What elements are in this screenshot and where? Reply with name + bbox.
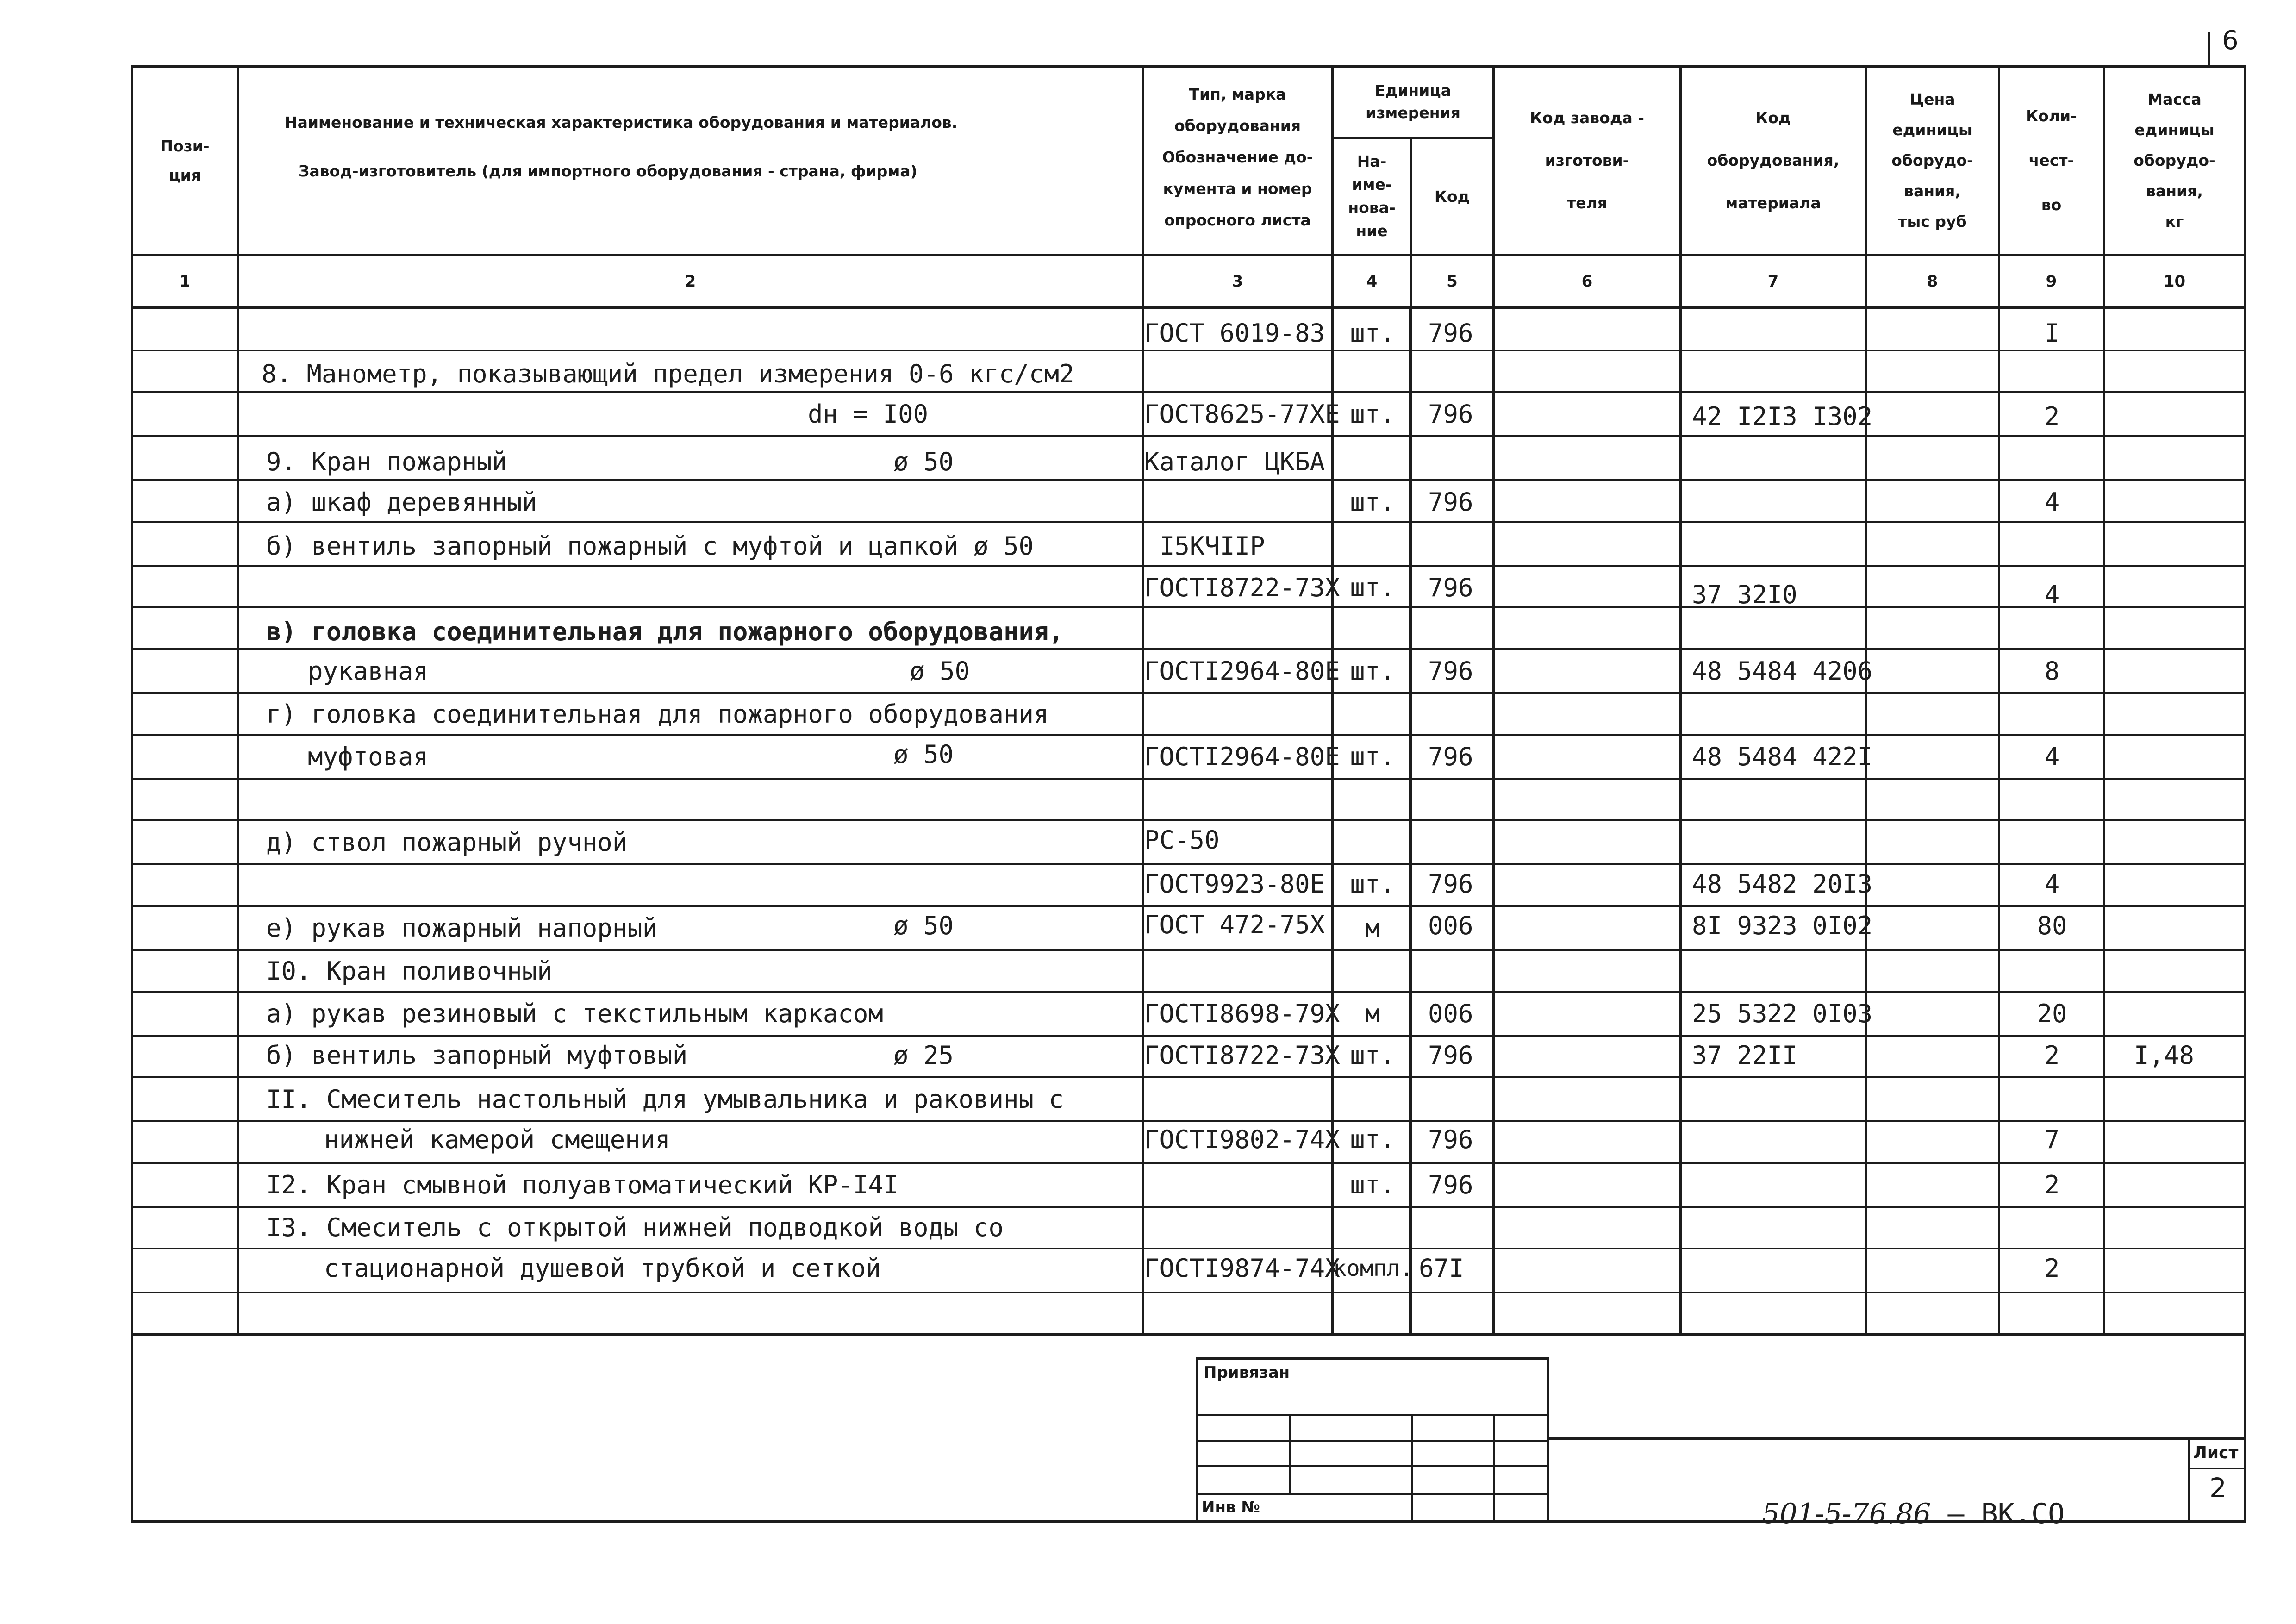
row-10-material-code: 48 5484 422I bbox=[1692, 742, 1873, 771]
row-rule bbox=[131, 391, 2246, 393]
row-17-quantity: 2 bbox=[2044, 1041, 2060, 1070]
row-16-unit-code: 006 bbox=[1428, 999, 1473, 1028]
stamp-inv-number: Инв № bbox=[1202, 1498, 1260, 1517]
title-top-rule bbox=[1549, 1437, 2246, 1440]
row-rule bbox=[131, 435, 2246, 437]
row-0-quantity: I bbox=[2044, 319, 2060, 348]
row-17-diameter: ø 25 bbox=[893, 1041, 954, 1070]
row-13-unit-name: шт. bbox=[1350, 869, 1395, 899]
row-rule bbox=[131, 1292, 2246, 1293]
row-22-quantity: 2 bbox=[2044, 1254, 2060, 1283]
stamp-rule-3 bbox=[1196, 1465, 1549, 1467]
row-16-quantity: 20 bbox=[2037, 999, 2067, 1028]
row-10-unit-name: шт. bbox=[1350, 742, 1395, 771]
row-10-designation: ГОСТI2964-80Е bbox=[1144, 742, 1340, 771]
stamp-rule-2 bbox=[1196, 1440, 1549, 1442]
row-rule bbox=[131, 648, 2246, 650]
row-rule bbox=[131, 905, 2246, 907]
row-2-designation: ГОСТ8625-77ХЕ bbox=[1144, 400, 1340, 429]
row-14-designation: ГОСТ 472-75Х bbox=[1144, 910, 1325, 939]
row-0-designation: ГОСТ 6019-83 bbox=[1144, 319, 1325, 348]
col-line-7 bbox=[1865, 65, 1867, 1336]
row-3-description: 9. Кран пожарный bbox=[266, 447, 507, 476]
row-19-unit-code: 796 bbox=[1428, 1125, 1473, 1154]
header-col3: Тип, марка оборудования Обозначение до- кумента и номер опросного листа bbox=[1162, 85, 1313, 229]
row-14-description: е) рукав пожарный напорный bbox=[266, 913, 658, 943]
row-2-quantity: 2 bbox=[2044, 402, 2060, 431]
row-8-unit-code: 796 bbox=[1428, 656, 1473, 686]
row-14-material-code: 8I 9323 0I02 bbox=[1692, 911, 1873, 940]
row-8-unit-name: шт. bbox=[1350, 656, 1395, 686]
row-17-description: б) вентиль запорный муфтовый bbox=[266, 1041, 688, 1070]
row-6-designation: ГОСТI8722-73Х bbox=[1144, 573, 1340, 602]
row-12-description: д) ствол пожарный ручной bbox=[266, 828, 628, 857]
row-rule bbox=[131, 479, 2246, 481]
row-8-material-code: 48 5484 4206 bbox=[1692, 656, 1873, 686]
row-rule bbox=[131, 778, 2246, 780]
row-22-unit-name: компл. bbox=[1333, 1255, 1414, 1281]
row-6-unit-code: 796 bbox=[1428, 573, 1473, 602]
row-2-unit-name: шт. bbox=[1350, 400, 1395, 429]
row-rule bbox=[131, 819, 2246, 821]
row-19-unit-name: шт. bbox=[1350, 1125, 1395, 1154]
row-2-description: dн = I00 bbox=[808, 400, 929, 429]
header-col10: Масса единицы оборудо- вания, кг bbox=[2134, 90, 2215, 231]
row-rule bbox=[131, 949, 2246, 951]
column-number: 2 bbox=[685, 272, 696, 291]
row-13-unit-code: 796 bbox=[1428, 869, 1473, 899]
header-col9: Коли- чест- во bbox=[2026, 107, 2077, 214]
row-2-unit-code: 796 bbox=[1428, 400, 1473, 429]
row-5-designation: I5КЧIIР bbox=[1160, 531, 1265, 561]
col-line-9 bbox=[2103, 65, 2105, 1336]
column-number: 8 bbox=[1927, 272, 1938, 291]
row-19-designation: ГОСТI9802-74Х bbox=[1144, 1125, 1340, 1154]
row-22-unit-code: 67I bbox=[1419, 1254, 1464, 1283]
row-18-description: II. Смеситель настольный для умывальника и раковины с bbox=[266, 1085, 1064, 1114]
row-6-quantity: 4 bbox=[2044, 580, 2060, 609]
column-number: 5 bbox=[1447, 272, 1458, 291]
stamp-rule-4 bbox=[1196, 1493, 1549, 1495]
row-rule bbox=[131, 606, 2246, 608]
row-3-diameter: ø 50 bbox=[893, 447, 954, 476]
row-12-designation: РС-50 bbox=[1144, 825, 1220, 855]
header-col4: На- име- нова- ние bbox=[1348, 152, 1396, 240]
column-number: 9 bbox=[2046, 272, 2057, 291]
row-22-description: стационарной душевой трубкой и сеткой bbox=[324, 1254, 881, 1283]
header-col8: Цена единицы оборудо- вания, тыс руб bbox=[1891, 90, 1973, 231]
row-13-quantity: 4 bbox=[2044, 869, 2060, 899]
row-4-description: а) шкаф деревянный bbox=[266, 487, 537, 517]
row-7-description: в) головка соединительная для пожарного оборудования, bbox=[266, 617, 1064, 646]
row-4-quantity: 4 bbox=[2044, 487, 2060, 517]
row-14-quantity: 80 bbox=[2037, 911, 2067, 940]
row-22-designation: ГОСТI9874-74Х bbox=[1144, 1254, 1340, 1283]
document-number-suffix: — ВК.СО bbox=[1931, 1498, 2065, 1530]
row-21-description: I3. Смеситель с открытой нижней подводкой воды со bbox=[266, 1213, 1004, 1242]
row-rule bbox=[131, 1206, 2246, 1208]
col-line-1 bbox=[237, 65, 239, 1336]
body-bottom-rule bbox=[131, 1333, 2246, 1336]
row-rule bbox=[131, 1035, 2246, 1037]
row-5-description: б) вентиль запорный пожарный с муфтой и цапкой ø 50 bbox=[266, 531, 1034, 561]
header-unit-group: Единица измерения bbox=[1366, 81, 1460, 122]
list-cell-rule bbox=[2188, 1468, 2246, 1469]
document-number bbox=[1727, 1465, 2065, 1562]
column-number: 7 bbox=[1767, 272, 1779, 291]
column-number: 4 bbox=[1366, 272, 1378, 291]
row-10-unit-code: 796 bbox=[1428, 742, 1473, 771]
row-rule bbox=[131, 521, 2246, 523]
column-number: 1 bbox=[179, 272, 191, 291]
row-15-description: I0. Кран поливочный bbox=[266, 956, 552, 986]
row-10-diameter: ø 50 bbox=[893, 740, 954, 769]
header-col1: Пози- ция bbox=[160, 137, 210, 184]
header-col5: Код bbox=[1434, 187, 1470, 206]
row-16-material-code: 25 5322 0I03 bbox=[1692, 999, 1873, 1028]
row-rule bbox=[131, 692, 2246, 694]
stamp-top bbox=[1196, 1357, 1549, 1360]
row-17-unit-name: шт. bbox=[1350, 1041, 1395, 1070]
row-10-description: муфтовая bbox=[308, 742, 429, 771]
row-16-description: а) рукав резиновый с текстильным каркасом bbox=[266, 999, 883, 1028]
row-17-mass: I,48 bbox=[2134, 1041, 2195, 1070]
row-20-unit-code: 796 bbox=[1428, 1170, 1473, 1199]
row-rule bbox=[131, 863, 2246, 865]
row-20-unit-name: шт. bbox=[1350, 1170, 1395, 1199]
stamp-privyazan: Привязан bbox=[1204, 1363, 1290, 1382]
row-13-material-code: 48 5482 20I3 bbox=[1692, 869, 1873, 899]
row-13-designation: ГОСТ9923-80Е bbox=[1144, 869, 1325, 899]
stamp-col-1 bbox=[1289, 1414, 1291, 1493]
header-col2-line1: Наименование и техническая характеристика оборудования и материалов. bbox=[285, 113, 958, 131]
row-1-description: 8. Манометр, показывающий предел измерения 0-6 кгс/см2 bbox=[262, 359, 1074, 388]
page-number-tick bbox=[2208, 32, 2210, 66]
row-20-quantity: 2 bbox=[2044, 1170, 2060, 1199]
row-rule bbox=[131, 350, 2246, 351]
row-0-unit-code: 796 bbox=[1428, 319, 1473, 348]
col-line-2 bbox=[1142, 65, 1144, 1336]
row-0-unit-name: шт. bbox=[1350, 319, 1395, 348]
column-number: 6 bbox=[1581, 272, 1593, 291]
document-number-code: 501-5-76.86 bbox=[1762, 1498, 1931, 1530]
stamp-col-2 bbox=[1411, 1414, 1413, 1521]
row-14-unit-name: м bbox=[1365, 913, 1380, 943]
row-rule bbox=[131, 565, 2246, 567]
row-8-designation: ГОСТI2964-80Е bbox=[1144, 656, 1340, 686]
row-19-quantity: 7 bbox=[2044, 1125, 2060, 1154]
row-rule bbox=[131, 1076, 2246, 1078]
col-line-8 bbox=[1998, 65, 2000, 1336]
row-3-designation: Каталог ЦКБА bbox=[1144, 447, 1325, 476]
col-line-6 bbox=[1679, 65, 1682, 1336]
row-8-description: рукавная bbox=[308, 656, 429, 686]
row-rule bbox=[131, 1162, 2246, 1164]
stamp-col-3 bbox=[1493, 1414, 1495, 1521]
number-row-bottom-rule bbox=[131, 306, 2246, 309]
row-9-description: г) головка соединительная для пожарного оборудования bbox=[266, 700, 1049, 729]
list-label: Лист bbox=[2193, 1443, 2239, 1462]
row-rule bbox=[131, 734, 2246, 736]
row-14-unit-code: 006 bbox=[1428, 911, 1473, 940]
row-8-quantity: 8 bbox=[2044, 656, 2060, 686]
page-number: 6 bbox=[2222, 25, 2239, 56]
header-col6: Код завода - изготови- теля bbox=[1530, 109, 1644, 212]
row-16-unit-name: м bbox=[1365, 999, 1380, 1028]
row-6-material-code: 37 32I0 bbox=[1692, 580, 1797, 609]
row-6-unit-name: шт. bbox=[1350, 573, 1395, 602]
row-17-designation: ГОСТI8722-73Х bbox=[1144, 1041, 1340, 1070]
row-17-unit-code: 796 bbox=[1428, 1041, 1473, 1070]
row-8-diameter: ø 50 bbox=[910, 656, 970, 686]
row-rule bbox=[131, 1248, 2246, 1249]
row-rule bbox=[131, 991, 2246, 993]
row-10-quantity: 4 bbox=[2044, 742, 2060, 771]
header-col7: Код оборудования, материала bbox=[1707, 109, 1840, 212]
row-14-diameter: ø 50 bbox=[893, 911, 954, 940]
row-rule bbox=[131, 1120, 2246, 1122]
stamp-rule-1 bbox=[1196, 1414, 1549, 1416]
row-2-material-code: 42 I2I3 I302 bbox=[1692, 402, 1873, 431]
table-border-right bbox=[2244, 65, 2246, 1523]
row-19-description: нижней камерой смещения bbox=[324, 1125, 670, 1154]
row-17-material-code: 37 22II bbox=[1692, 1041, 1797, 1070]
row-16-designation: ГОСТI8698-79Х bbox=[1144, 999, 1340, 1028]
header-col2-line2: Завод-изготовитель (для импортного оборудования - страна, фирма) bbox=[299, 162, 917, 180]
row-4-unit-name: шт. bbox=[1350, 487, 1395, 517]
row-20-description: I2. Кран смывной полуавтоматический КР-I4I bbox=[266, 1170, 898, 1199]
column-number: 10 bbox=[2163, 272, 2186, 291]
row-4-unit-code: 796 bbox=[1428, 487, 1473, 517]
list-number: 2 bbox=[2209, 1472, 2227, 1504]
column-number: 3 bbox=[1232, 272, 1243, 291]
